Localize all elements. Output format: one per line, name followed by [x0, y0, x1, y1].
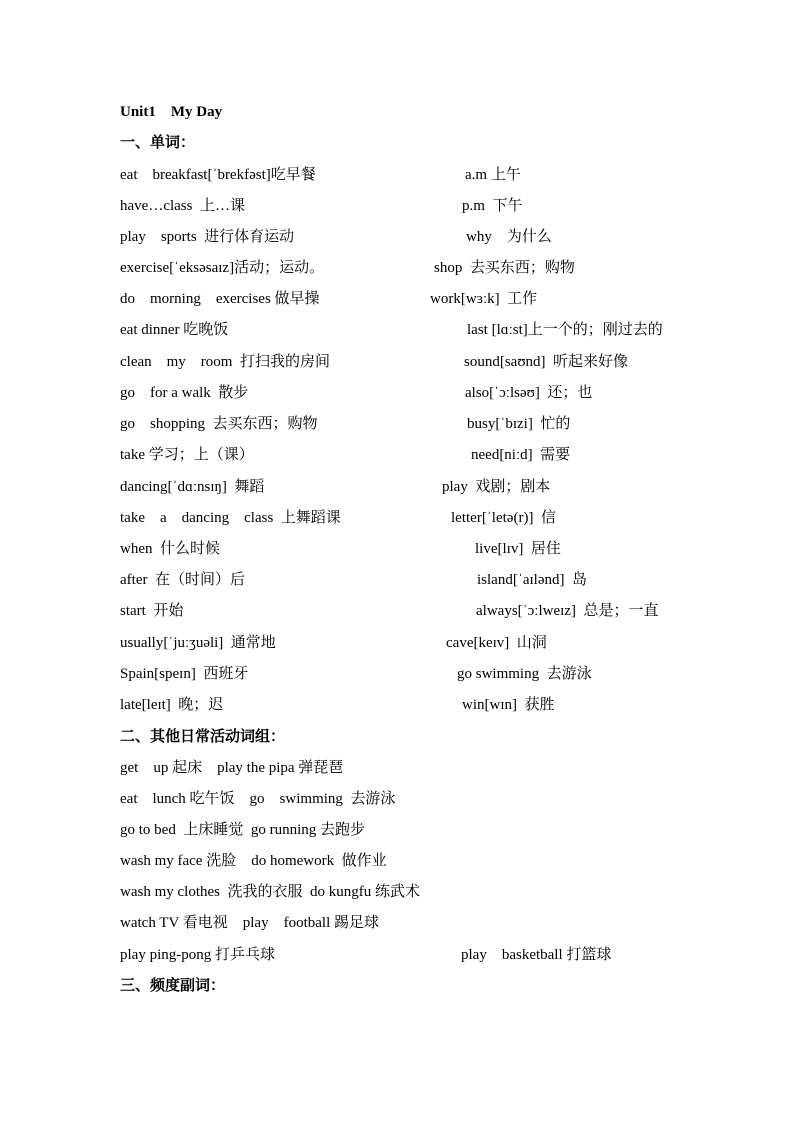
word-entry-right: busy[ˈbɪzi] 忙的 — [467, 416, 571, 432]
phrase-entry: get up 起床 play the pipa 弹琵琶 — [120, 760, 344, 776]
phrase-entry: eat lunch 吃午饭 go swimming 去游泳 — [120, 791, 396, 807]
word-entry-left: go shopping 去买东西；购物 — [120, 416, 318, 432]
word-entry-left: Spain[speɪn] 西班牙 — [120, 666, 249, 682]
word-entry-left: clean my room 打扫我的房间 — [120, 354, 330, 370]
section-heading-phrases: 二、其他日常活动词组： — [120, 729, 286, 745]
word-entry-right: a.m 上午 — [465, 167, 521, 183]
word-entry-left: go for a walk 散步 — [120, 385, 249, 401]
section-heading-words: 一、单词： — [120, 135, 196, 151]
phrase-entry: wash my face 洗脸 do homework 做作业 — [120, 853, 387, 869]
word-entry-right: always[ˈɔːlweɪz] 总是；一直 — [476, 603, 659, 619]
word-entry-left: start 开始 — [120, 603, 184, 619]
word-entry-left: eat dinner 吃晚饭 — [120, 322, 229, 338]
word-entry-left: dancing[ˈdɑːnsɪŋ] 舞蹈 — [120, 479, 265, 495]
word-entry-left: late[leɪt] 晚；迟 — [120, 697, 224, 713]
word-entry-right: sound[saʊnd] 听起来好像 — [464, 354, 629, 370]
word-entry-right: need[niːd] 需要 — [471, 447, 571, 463]
word-entry-left: eat breakfast[ˈbrekfəst]吃早餐 — [120, 167, 316, 183]
word-entry-right: cave[keɪv] 山洞 — [446, 635, 547, 651]
word-entry-left: after 在（时间）后 — [120, 572, 245, 588]
word-entry-left: exercise[ˈeksəsaɪz]活动；运动。 — [120, 260, 325, 276]
word-entry-left: when 什么时候 — [120, 541, 220, 557]
phrase-entry-right: play basketball 打篮球 — [461, 947, 612, 963]
word-entry-right: shop 去买东西；购物 — [434, 260, 575, 276]
word-entry-right: p.m 下午 — [462, 198, 523, 214]
word-entry-left: take a dancing class 上舞蹈课 — [120, 510, 341, 526]
phrase-entry: play ping-pong 打乒乓球 — [120, 947, 275, 963]
phrase-entry: wash my clothes 洗我的衣服 do kungfu 练武术 — [120, 884, 420, 900]
word-entry-left: usually[ˈjuːʒuəli] 通常地 — [120, 635, 276, 651]
word-entry-left: have…class 上…课 — [120, 198, 245, 214]
word-entry-left: take 学习；上（课） — [120, 447, 254, 463]
word-entry-right: play 戏剧；剧本 — [442, 479, 551, 495]
word-entry-left: do morning exercises 做早操 — [120, 291, 320, 307]
word-entry-right: letter[ˈletə(r)] 信 — [451, 510, 556, 526]
word-entry-right: work[wɜːk] 工作 — [430, 291, 538, 307]
word-entry-right: also[ˈɔːlsəʊ] 还；也 — [465, 385, 593, 401]
word-entry-right: last [lɑːst]上一个的；刚过去的 — [467, 322, 663, 338]
word-entry-right: win[wɪn] 获胜 — [462, 697, 555, 713]
word-entry-right: go swimming 去游泳 — [457, 666, 592, 682]
word-entry-right: island[ˈaɪlənd] 岛 — [477, 572, 587, 588]
unit-title: Unit1 My Day — [120, 104, 223, 120]
section-heading-frequency-adverbs: 三、频度副词： — [120, 978, 226, 994]
word-entry-left: play sports 进行体育运动 — [120, 229, 295, 245]
word-entry-right: live[lɪv] 居住 — [475, 541, 561, 557]
phrase-entry: watch TV 看电视 play football 踢足球 — [120, 915, 379, 931]
phrase-entry: go to bed 上床睡觉 go running 去跑步 — [120, 822, 365, 838]
word-entry-right: why 为什么 — [466, 229, 552, 245]
